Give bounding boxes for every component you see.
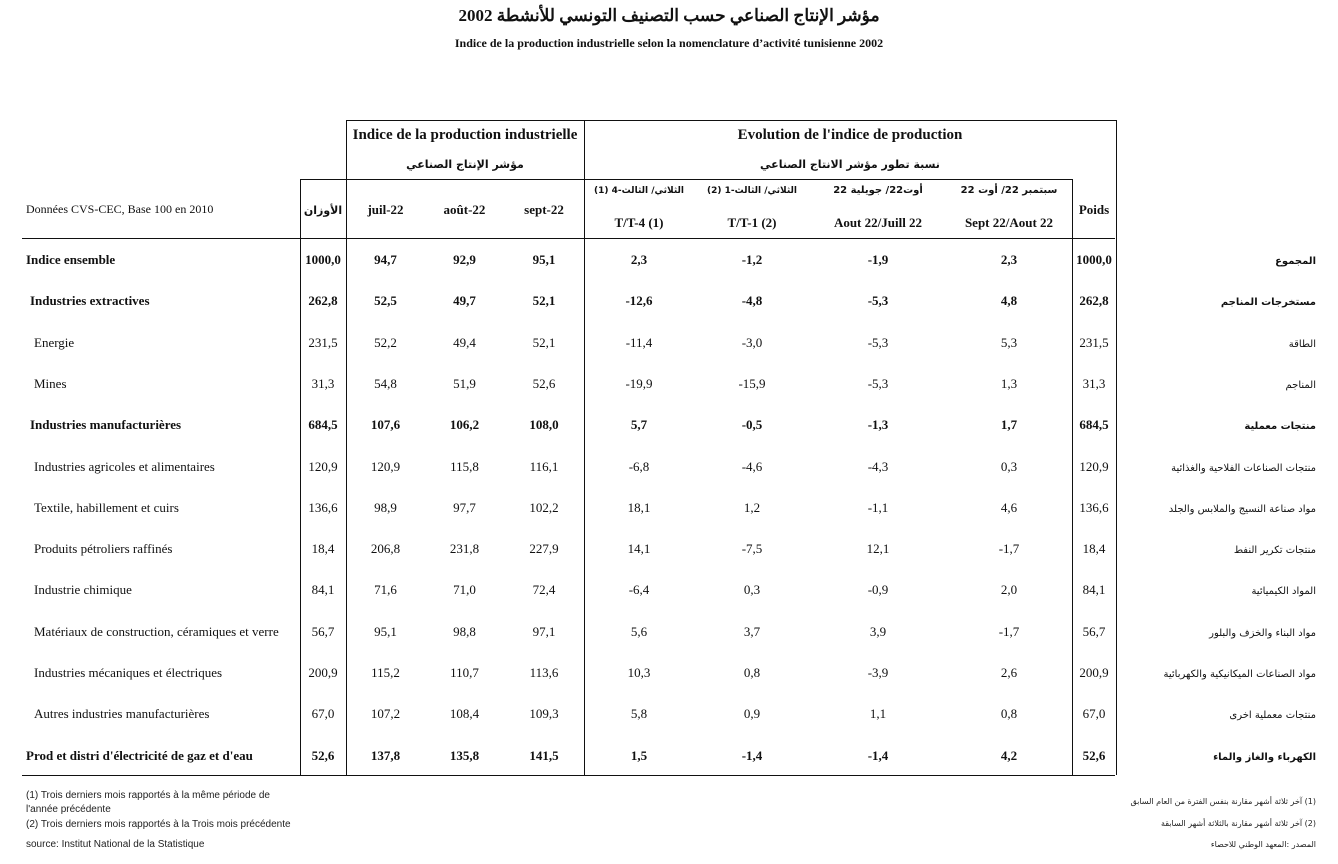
cell-aout: 49,4 <box>453 335 476 350</box>
cell-poids: 136,6 <box>1079 500 1109 515</box>
cell-tt1: -15,9 <box>738 376 766 391</box>
cell-tt1: -4,8 <box>741 293 763 308</box>
cell-aout: 115,8 <box>450 459 479 474</box>
cell-aout-juil: 3,9 <box>869 624 887 639</box>
month-header-aout: août-22 <box>443 202 486 217</box>
cell-sept: 227,9 <box>529 541 559 556</box>
cell-sept: 116,1 <box>529 459 559 474</box>
cell-aout: 92,9 <box>453 252 476 267</box>
cell-sept-aout: 2,0 <box>1000 582 1018 597</box>
cell-tt4: 5,6 <box>630 624 648 639</box>
cell-poids: 31,3 <box>1082 376 1106 391</box>
cell-sept-aout: 4,6 <box>1000 500 1018 515</box>
cell-aout-juil: -3,9 <box>867 665 889 680</box>
cell-juil: 107,6 <box>370 417 401 432</box>
cell-weight: 18,4 <box>311 541 335 556</box>
row-label: Mines <box>34 376 67 391</box>
cell-poids: 1000,0 <box>1076 252 1112 267</box>
cell-poids: 120,9 <box>1079 459 1109 474</box>
footnote-1-ar: (1) آخر ثلاثة أشهر مقارنة بنفس الفترة من العام السابق <box>1130 797 1316 806</box>
cell-tt4: 10,3 <box>627 665 651 680</box>
cell-tt1: -3,0 <box>741 335 763 350</box>
data-note: Données CVS-CEC, Base 100 en 2010 <box>26 202 214 216</box>
cell-sept: 97,1 <box>532 624 556 639</box>
subheader-border <box>300 179 1073 180</box>
weights-header-ar: الأوزان <box>303 204 343 217</box>
table-top-border <box>346 120 1117 121</box>
cell-tt1: 1,2 <box>743 500 761 515</box>
cell-juil: 107,2 <box>370 706 401 721</box>
cell-sept-aout: 1,7 <box>1000 417 1018 432</box>
col-border <box>300 179 301 775</box>
cell-aout: 97,7 <box>453 500 476 515</box>
cell-sept-aout: 1,3 <box>1000 376 1018 391</box>
table-bottom-border <box>22 775 1115 776</box>
footnote-1: (1) Trois derniers mois rapportés à la même période de l'année précédente <box>26 790 270 815</box>
header-bottom-border <box>22 238 1115 239</box>
cell-poids: 231,5 <box>1079 335 1109 350</box>
source-note: source: Institut National de la Statistique <box>26 839 205 850</box>
cell-tt4: 5,7 <box>630 417 648 432</box>
row-label: Textile, habillement et cuirs <box>34 500 179 515</box>
cell-weight: 31,3 <box>311 376 335 391</box>
group-header-index-ar: مؤشر الإنتاج الصناعي <box>406 158 524 171</box>
row-label-ar: منتجات معملية اخرى <box>1229 710 1316 721</box>
cell-tt1: 0,9 <box>743 706 761 721</box>
row-label: Industries mécaniques et électriques <box>34 665 223 680</box>
cell-poids: 56,7 <box>1082 624 1106 639</box>
cell-tt4: 2,3 <box>630 252 648 267</box>
cell-aout: 49,7 <box>453 293 476 308</box>
cell-poids: 18,4 <box>1082 541 1106 556</box>
row-label: Produits pétroliers raffinés <box>34 541 173 556</box>
cell-aout-juil: -5,3 <box>867 293 889 308</box>
cell-juil: 54,8 <box>374 376 397 391</box>
cell-weight: 56,7 <box>311 624 335 639</box>
cell-tt1: 0,8 <box>743 665 761 680</box>
cell-tt1: -0,5 <box>741 417 763 432</box>
cell-weight: 84,1 <box>311 582 335 597</box>
cell-tt4: -12,6 <box>625 293 653 308</box>
cell-juil: 71,6 <box>374 582 397 597</box>
group-header-index-fr: Indice de la production industrielle <box>352 127 578 143</box>
cell-aout: 135,8 <box>449 748 480 763</box>
row-label-ar: مواد صناعة النسيج والملابس والجلد <box>1168 504 1316 515</box>
row-label-ar: المناجم <box>1285 380 1316 391</box>
row-label-ar: مواد الصناعات الميكانيكية والكهربائية <box>1163 669 1316 680</box>
cell-juil: 120,9 <box>370 459 401 474</box>
row-label-ar: منتجات معملية <box>1244 421 1316 432</box>
cell-weight: 262,8 <box>308 293 338 308</box>
evol-header-fr-4: Sept 22/Aout 22 <box>964 215 1054 230</box>
evol-header-fr-2: T/T-1 (2) <box>727 215 777 230</box>
cell-aout-juil: -0,9 <box>867 582 889 597</box>
cell-aout: 98,8 <box>453 624 476 639</box>
cell-tt4: 14,1 <box>627 541 651 556</box>
cell-juil: 95,1 <box>374 624 397 639</box>
poids-header: Poids <box>1078 202 1110 217</box>
cell-poids: 262,8 <box>1079 293 1109 308</box>
cell-tt4: -19,9 <box>625 376 653 391</box>
cell-poids: 52,6 <box>1082 748 1106 763</box>
cell-sept: 109,3 <box>529 706 559 721</box>
cell-juil: 206,8 <box>370 541 401 556</box>
evol-header-ar-1: الثلاثي/ الثالث-4 (1) <box>594 186 684 196</box>
cell-aout: 110,7 <box>450 665 479 680</box>
cell-aout: 106,2 <box>449 417 480 432</box>
row-label: Industries extractives <box>30 293 150 308</box>
cell-tt4: -6,8 <box>628 459 650 474</box>
evol-header-ar-3: أوت22/ جويلية 22 <box>833 185 923 196</box>
cell-juil: 137,8 <box>370 748 401 763</box>
cell-sept-aout: -1,7 <box>998 541 1020 556</box>
row-label-ar: المواد الكيميائية <box>1251 586 1316 597</box>
cell-sept: 113,6 <box>529 665 559 680</box>
cell-aout-juil: -5,3 <box>867 376 889 391</box>
cell-sept-aout: 2,6 <box>1000 665 1018 680</box>
cell-juil: 94,7 <box>374 252 397 267</box>
cell-sept: 52,1 <box>532 293 556 308</box>
cell-sept-aout: 5,3 <box>1000 335 1018 350</box>
page-title-french: Indice de la production industrielle selon la nomenclature d’activité tunisienne 2002 <box>454 36 884 50</box>
cell-aout: 231,8 <box>449 541 480 556</box>
cell-weight: 120,9 <box>308 459 338 474</box>
cell-poids: 67,0 <box>1082 706 1106 721</box>
cell-sept: 72,4 <box>532 582 556 597</box>
cell-juil: 52,2 <box>374 335 397 350</box>
cell-weight: 52,6 <box>311 748 335 763</box>
footnote-2: (2) Trois derniers mois rapportés à la Trois mois précédente <box>26 819 291 830</box>
row-label: Industrie chimique <box>34 582 132 597</box>
month-header-sept: sept-22 <box>524 202 564 217</box>
cell-tt4: -6,4 <box>628 582 650 597</box>
group-header-evolution-ar: نسبة تطور مؤشر الانتاج الصناعي <box>760 158 940 171</box>
cell-tt1: 3,7 <box>743 624 761 639</box>
cell-aout-juil: -4,3 <box>867 459 889 474</box>
cell-poids: 84,1 <box>1082 582 1106 597</box>
row-label-ar: مستخرجات المناجم <box>1220 297 1316 308</box>
cell-juil: 98,9 <box>374 500 397 515</box>
cell-weight: 200,9 <box>308 665 338 680</box>
row-label-ar: منتجات الصناعات الفلاحية والغذائية <box>1171 463 1316 474</box>
col-border <box>1072 179 1073 775</box>
cell-juil: 52,5 <box>374 293 397 308</box>
row-label: Industries manufacturières <box>30 417 182 432</box>
row-label-ar: مواد البناء والخزف والبلور <box>1209 628 1316 639</box>
cell-tt4: 18,1 <box>627 500 651 515</box>
cell-weight: 67,0 <box>311 706 335 721</box>
col-border <box>1116 238 1117 775</box>
evol-header-fr-1: T/T-4 (1) <box>614 215 664 230</box>
cell-sept: 141,5 <box>529 748 559 763</box>
cell-aout: 51,9 <box>453 376 476 391</box>
cell-aout-juil: 1,1 <box>869 706 887 721</box>
source-note-ar: المصدر :المعهد الوطني للاحصاء <box>1210 840 1316 849</box>
row-label: Energie <box>34 335 75 350</box>
evol-header-fr-3: Aout 22/Juill 22 <box>833 215 923 230</box>
cell-sept: 52,1 <box>532 335 556 350</box>
cell-sept: 95,1 <box>532 252 556 267</box>
cell-weight: 684,5 <box>308 417 338 432</box>
page-title-arabic: مؤشر الإنتاج الصناعي حسب التصنيف التونسي للأنشطة 2002 <box>458 6 880 25</box>
row-label-ar: المجموع <box>1275 256 1316 267</box>
cell-sept: 108,0 <box>529 417 559 432</box>
cell-tt4: -11,4 <box>625 335 653 350</box>
row-label: Prod et distri d'électricité de gaz et d'eau <box>26 748 253 763</box>
cell-weight: 136,6 <box>308 500 338 515</box>
cell-aout-juil: -1,3 <box>867 417 889 432</box>
cell-weight: 231,5 <box>308 335 338 350</box>
cell-aout: 71,0 <box>453 582 476 597</box>
cell-tt4: 5,8 <box>630 706 648 721</box>
col-border <box>1116 120 1117 238</box>
cell-sept-aout: 0,3 <box>1000 459 1018 474</box>
row-label-ar: الطاقة <box>1288 339 1316 350</box>
group-header-evolution-fr: Evolution de l'indice de production <box>737 127 963 143</box>
cell-juil: 115,2 <box>371 665 400 680</box>
cell-tt4: 1,5 <box>630 748 648 763</box>
cell-aout: 108,4 <box>449 706 480 721</box>
row-label-ar: الكهرباء والغاز والماء <box>1213 752 1316 763</box>
cell-poids: 684,5 <box>1079 417 1109 432</box>
cell-sept: 102,2 <box>529 500 559 515</box>
cell-tt1: -4,6 <box>741 459 763 474</box>
row-label: Indice ensemble <box>26 252 116 267</box>
cell-tt1: -1,2 <box>741 252 763 267</box>
month-header-juil: juil-22 <box>367 202 404 217</box>
cell-sept-aout: 2,3 <box>1000 252 1018 267</box>
row-label: Autres industries manufacturières <box>34 706 210 721</box>
cell-tt1: -7,5 <box>741 541 763 556</box>
cell-aout-juil: 12,1 <box>866 541 890 556</box>
cell-tt1: 0,3 <box>743 582 761 597</box>
cell-sept-aout: 4,8 <box>1000 293 1018 308</box>
footnote-2-ar: (2) آخر ثلاثة أشهر مقارنة بالثلاثة أشهر السابقة <box>1160 819 1316 828</box>
cell-aout-juil: -1,4 <box>867 748 889 763</box>
cell-weight: 1000,0 <box>305 252 341 267</box>
evol-header-ar-4: سبتمبر 22/ أوت 22 <box>960 185 1058 196</box>
cell-poids: 200,9 <box>1079 665 1109 680</box>
cell-sept-aout: -1,7 <box>998 624 1020 639</box>
cell-aout-juil: -1,9 <box>867 252 889 267</box>
row-label: Matériaux de construction, céramiques et verre <box>34 624 279 639</box>
cell-tt1: -1,4 <box>741 748 763 763</box>
cell-sept-aout: 4,2 <box>1000 748 1018 763</box>
row-label-ar: منتجات تكرير النفط <box>1233 545 1316 556</box>
cell-aout-juil: -5,3 <box>867 335 889 350</box>
row-label: Industries agricoles et alimentaires <box>34 459 215 474</box>
cell-aout-juil: -1,1 <box>867 500 889 515</box>
cell-sept-aout: 0,8 <box>1000 706 1018 721</box>
cell-sept: 52,6 <box>532 376 556 391</box>
evol-header-ar-2: الثلاثي/ الثالث-1 (2) <box>707 186 797 196</box>
